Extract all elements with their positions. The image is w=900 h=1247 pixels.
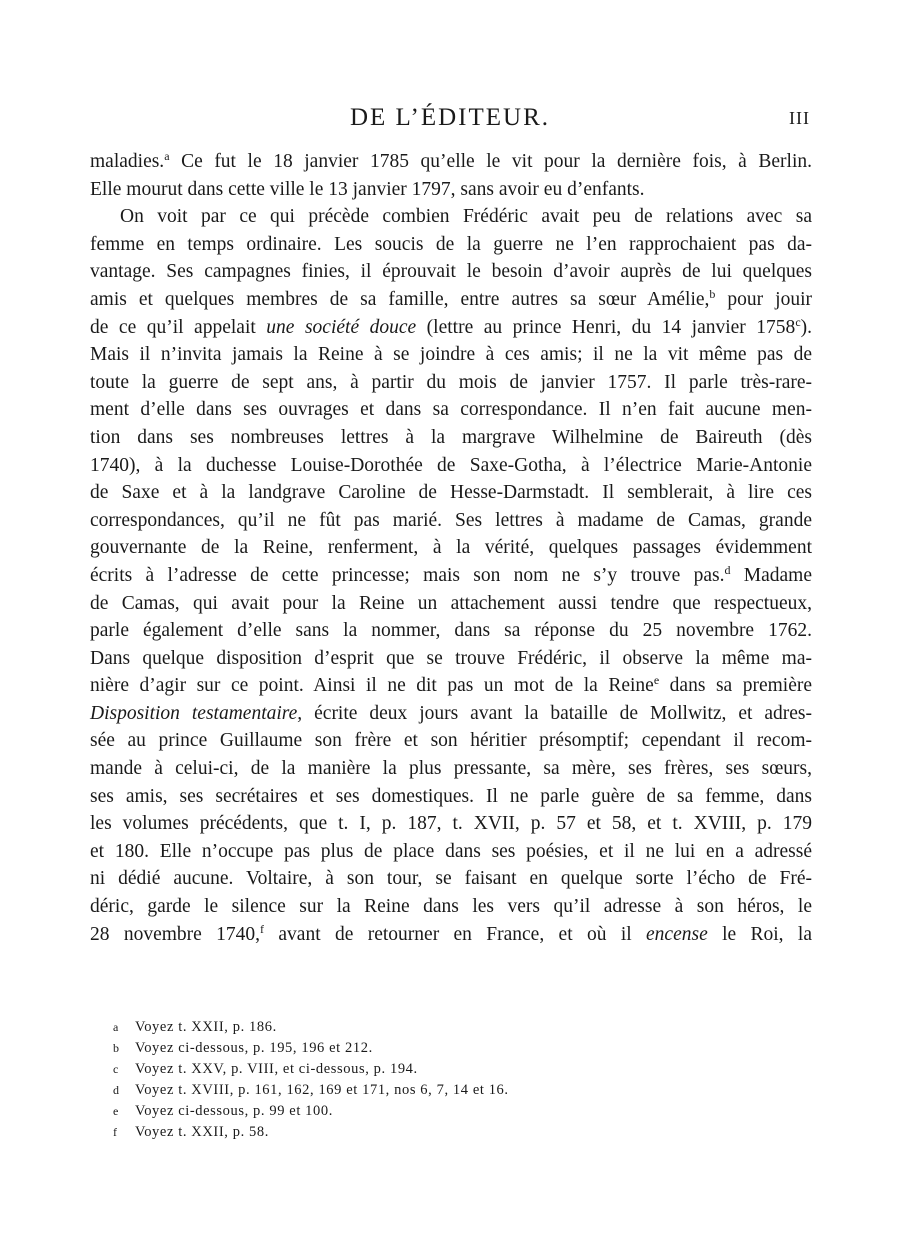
footnote-ref: e [653, 673, 660, 688]
footnote-ref: f [260, 921, 265, 936]
footnote-text: Voyez t. XVIII, p. 161, 162, 169 et 171, nos 6, 7, 14 et 16. [135, 1082, 509, 1098]
text-line: vantage. Ses campagnes finies, il éprouvait le besoin d’avoir auprès de lui quelques [90, 261, 812, 283]
footnote [113, 1080, 713, 1101]
footnote [113, 1017, 713, 1038]
footnote-text: Voyez ci-dessous, p. 195, 196 et 212. [135, 1040, 373, 1056]
footnote-mark: f [113, 1125, 118, 1139]
text-line: les volumes précédents, que t. I, p. 187, t. XVII, p. 57 et 58, et t. XVIII, p. 179 [90, 813, 812, 835]
text-line: mande à celui-ci, de la manière la plus pressante, sa mère, ses frères, ses sœurs, [90, 758, 812, 780]
footnote-mark: a [113, 1020, 119, 1034]
running-title: DE L’ÉDITEUR. [349, 104, 551, 131]
text-line: femme en temps ordinaire. Les soucis de la guerre ne l’en rapprochaient pas da- [90, 233, 812, 255]
text-line: de ce qu’il appelait une société douce (lettre au prince Henri, du 14 janvier 1758$^c$). [90, 314, 813, 338]
text-line: parle également d’elle sans la nommer, dans sa réponse du 25 novembre 1762. [90, 620, 812, 642]
footnote-ref: c [795, 314, 801, 329]
footnote-text: Voyez t. XXII, p. 58. [135, 1124, 269, 1140]
footnote-mark: b [113, 1041, 120, 1055]
footnote [113, 1038, 713, 1059]
text-line: maladies.$^a$ Ce fut le 18 janvier 1785 qu’elle le vit pour la dernière fois, à Berlin. [90, 149, 812, 172]
text-line: Mais il n’invita jamais la Reine à se joindre à ces amis; il ne la vit même pas de [90, 344, 812, 366]
footnote [113, 1122, 713, 1143]
footnote-text: Voyez t. XXII, p. 186. [135, 1019, 277, 1035]
footnote-ref: b [709, 286, 716, 301]
footnote-text: Voyez ci-dessous, p. 99 et 100. [135, 1103, 333, 1119]
italic-phrase: Disposition testamentaire, [90, 702, 303, 724]
text-line: Elle mourut dans cette ville le 13 janvier 1797, sans avoir eu d’enfants. [90, 178, 645, 200]
text-line: ni dédié aucune. Voltaire, à son tour, se faisant en quelque sorte l’écho de Fré- [90, 868, 812, 890]
footnote-text: Voyez t. XXV, p. VIII, et ci-dessous, p. 194. [135, 1061, 418, 1077]
text-line: écrits à l’adresse de cette princesse; mais son nom ne s’y trouve pas.$^d$ Madame [90, 562, 812, 586]
text-line: On voit par ce qui précède combien Frédéric avait peu de relations avec sa [120, 206, 812, 228]
text-line: tion dans ses nombreuses lettres à la margrave Wilhelmine de Baireuth (dès [90, 426, 812, 448]
italic-phrase: encense [646, 923, 708, 945]
text-line: de Camas, qui avait pour la Reine un attachement aussi tendre que respectueux, [90, 592, 812, 614]
text-line: amis et quelques membres de sa famille, entre autres sa sœur Amélie,$^b$ pour jouir [90, 286, 812, 310]
body-text [90, 148, 812, 948]
running-head [90, 104, 810, 136]
text-line: correspondances, qu’il ne fût pas marié. Ses lettres à madame de Camas, grande [90, 509, 812, 531]
footnote-mark: d [113, 1083, 120, 1097]
footnote [113, 1101, 713, 1122]
text-line: déric, garde le silence sur la Reine dans les vers qu’il adresse à son héros, le [90, 896, 812, 918]
footnote [113, 1059, 713, 1080]
text-line: de Saxe et à la landgrave Caroline de Hesse-Darmstadt. Il semblerait, à lire ces [90, 482, 812, 504]
footnotes [113, 1017, 713, 1143]
text-line: ment d’elle dans ses ouvrages et dans sa correspondance. Il n’en fait aucune men- [90, 399, 812, 421]
italic-phrase: une société douce [266, 316, 417, 338]
text-line: sée au prince Guillaume son frère et son héritier présomptif; cependant il recom- [90, 730, 812, 752]
footnote-mark: e [113, 1104, 119, 1118]
footnote-ref: d [724, 562, 731, 577]
footnote-mark: c [113, 1062, 119, 1076]
text-line: gouvernante de la Reine, renferment, à la vérité, quelques passages évidemment [90, 537, 812, 559]
footnote-ref: a [164, 149, 170, 163]
text-line: 1740), à la duchesse Louise-Dorothée de Saxe-Gotha, à l’électrice Marie-Antonie [90, 454, 812, 476]
text-line: ses amis, ses secrétaires et ses domestiques. Il ne parle guère de sa femme, dans [90, 785, 812, 807]
text-line: Dans quelque disposition d’esprit que se trouve Frédéric, il observe la même ma- [90, 647, 812, 669]
text-line: et 180. Elle n’occupe pas plus de place dans ses poésies, et il ne lui en a adressé [90, 840, 812, 862]
text-line: toute la guerre de sept ans, à partir du mois de janvier 1757. Il parle très-rare- [90, 371, 812, 393]
text-line: nière d’agir sur ce point. Ainsi il ne dit pas un mot de la Reine$^e$ dans sa première [90, 673, 812, 697]
text-line: 28 novembre 1740,$^f$ avant de retourner en France, et où il encense le Roi, la [90, 921, 812, 945]
text-line: Disposition testamentaire, écrite deux jours avant la bataille de Mollwitz, et adres- [90, 702, 813, 724]
page-number: III [789, 108, 810, 128]
